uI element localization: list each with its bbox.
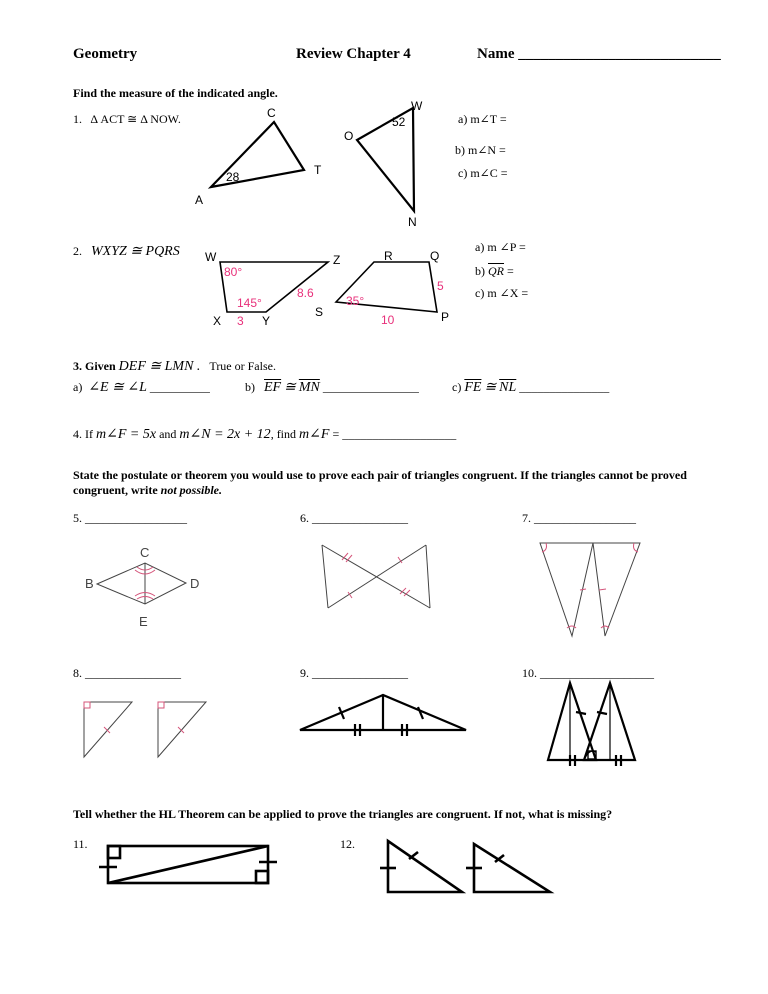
angle-w-80: 80° (224, 265, 243, 279)
label-y: Y (262, 314, 271, 328)
problem-8-answer[interactable]: 8. ________________ (73, 666, 181, 680)
side-qp-5: 5 (437, 279, 444, 293)
problem-1c[interactable]: c) m∠C = (458, 166, 508, 180)
label-c5: C (140, 545, 150, 560)
problem-3-statement: DEF ≅ LMN . (118, 359, 201, 374)
label-q: Q (430, 249, 440, 263)
section2-text: State the postulate or theorem you would use to prove each pair of triangles congruent. If the triangles cannot be proved congruent, write (73, 468, 687, 497)
problem-6-answer[interactable]: 6. ________________ (300, 511, 408, 525)
segment-fe: $\overline{FE}$ (464, 380, 482, 395)
section3-instruction: Tell whether the HL Theorem can be applied to prove the triangles are congruent. If not, what is missing? (73, 807, 613, 821)
problem-1-number: 1. (73, 112, 82, 126)
problem-3b-answer[interactable]: ________________ (322, 380, 419, 394)
label-p: P (441, 310, 450, 324)
side-zy-86: 8.6 (297, 286, 314, 300)
problem-3a-label: a) (73, 380, 83, 394)
label-x: X (213, 314, 222, 328)
problem-2b-equals: = (507, 264, 514, 278)
label-c: C (267, 106, 276, 120)
segment-qr: $\overline{QR}$ (488, 264, 504, 278)
label-w2: W (205, 250, 217, 264)
problem-4-eq1: m∠F = 5x (96, 427, 157, 442)
label-e5: E (139, 614, 148, 629)
label-d5: D (190, 576, 200, 591)
problem-3c-answer[interactable]: _______________ (519, 380, 610, 394)
label-z: Z (333, 253, 341, 267)
problem-4-eq2: m∠N = 2x + 12 (179, 427, 271, 442)
problem-2-number: 2. (73, 244, 82, 258)
problem-3b: b) $\overline{EF}$ ≅ $\overline{MN}$ ________________ (245, 380, 419, 395)
section1-instruction: Find the measure of the indicated angle. (73, 86, 278, 100)
label-n: N (408, 215, 417, 229)
label-r: R (384, 249, 393, 263)
problem-1a[interactable]: a) m∠T = (458, 112, 507, 126)
problem-11-figure (99, 846, 277, 883)
problem-2-statement: WXYZ ≅ PQRS (91, 244, 180, 259)
problem-7-answer[interactable]: 7. _________________ (522, 511, 636, 525)
problem-10-answer[interactable]: 10. ___________________ (522, 666, 654, 680)
problem-3c: c) $\overline{FE}$ ≅ $\overline{NL}$ _______________ (452, 380, 610, 395)
problem-3c-label: c) (452, 380, 462, 394)
page-title: Review Chapter 4 (296, 46, 411, 62)
problem-11-label: 11. (73, 837, 88, 851)
angle-s-35: 35° (346, 294, 365, 308)
problem-2b-label: b) (475, 264, 485, 278)
problem-3a-statement: ∠E ≅ ∠L (88, 380, 147, 395)
label-o: O (344, 129, 354, 143)
problem-4-answer[interactable]: = ___________________ (332, 427, 457, 441)
problem-4-ask: m∠F (299, 427, 330, 442)
problem-12-label: 12. (340, 837, 355, 851)
label-w: W (411, 99, 423, 113)
segment-ef: $\overline{EF}$ (264, 380, 282, 395)
angle-w-value: 52 (392, 115, 406, 129)
side-sp-10: 10 (381, 313, 395, 327)
problem-2c[interactable]: c) m ∠X = (475, 286, 529, 300)
segment-nl: $\overline{NL}$ (499, 380, 517, 395)
problem-12-figure (380, 841, 550, 892)
problem-1b[interactable]: b) m∠N = (455, 143, 506, 157)
label-t: T (314, 163, 322, 177)
label-b5: B (85, 576, 94, 591)
problem-3-given: 3. Given (73, 359, 116, 373)
label-s: S (315, 305, 324, 319)
problem-4-and: and (159, 427, 177, 441)
problem-3b-label: b) (245, 380, 255, 394)
side-xy-3: 3 (237, 314, 244, 328)
problem-4-label: 4. If (73, 427, 93, 441)
segment-mn: $\overline{MN}$ (298, 380, 320, 395)
problem-4-find: , find (270, 427, 297, 441)
label-a: A (195, 193, 204, 207)
angle-a-value: 28 (226, 170, 240, 184)
problem-3-tf: True or False. (209, 359, 276, 373)
problem-3a-answer[interactable]: __________ (149, 380, 210, 394)
problem-2a[interactable]: a) m ∠P = (475, 240, 526, 254)
problem-1-statement: Δ ACT ≅ Δ NOW. (90, 112, 181, 126)
subject-title: Geometry (73, 46, 138, 62)
name-field[interactable]: Name ___________________________ (477, 46, 721, 62)
problem-5-answer[interactable]: 5. _________________ (73, 511, 187, 525)
section2-emph: not possible. (160, 483, 222, 497)
angle-y-145: 145° (237, 296, 262, 310)
problem-9-answer[interactable]: 9. ________________ (300, 666, 408, 680)
